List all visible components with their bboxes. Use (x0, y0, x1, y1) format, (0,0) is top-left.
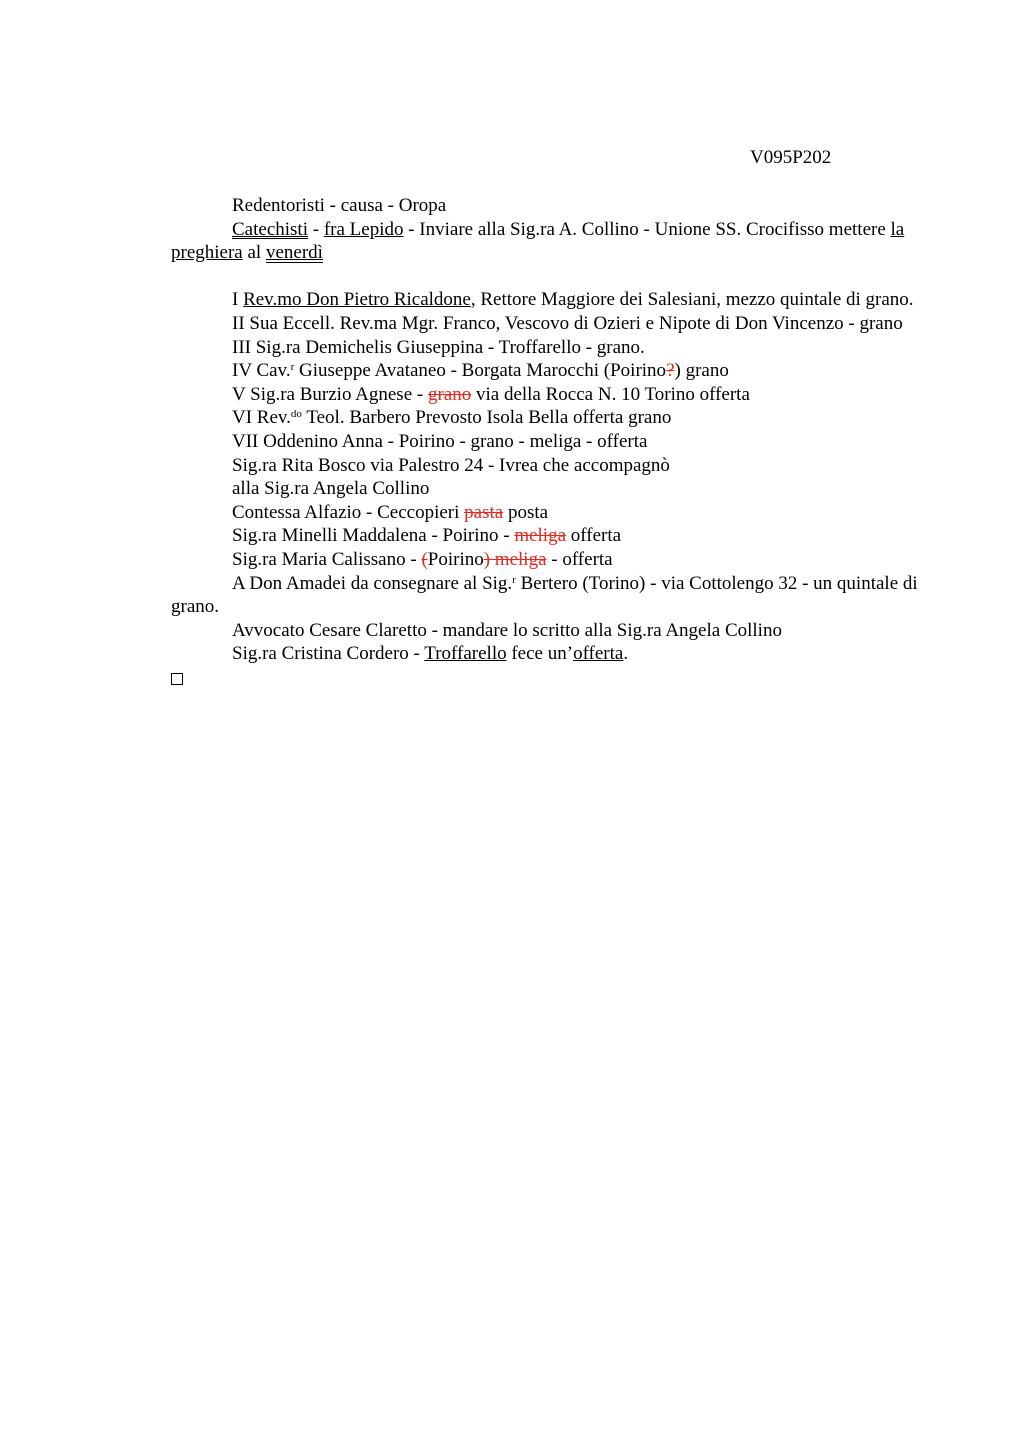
text-segment: IV Cav. (232, 360, 291, 382)
text-segment: - Inviare alla Sig.ra A. Collino - Unione SS. Crocifisso mettere (403, 218, 891, 240)
text-segment: al (242, 242, 266, 264)
line-vii-oddenino: VII Oddenino Anna - Poirino - grano - meliga - offerta (232, 430, 648, 452)
deleted-text: ) meliga (483, 548, 547, 570)
underlined-venerdi: venerdì (265, 242, 323, 264)
text-segment: Teol. Barbero Prevosto Isola Bella offerta grano (301, 407, 672, 429)
text-segment: Sig.ra Cristina Cordero - (232, 643, 425, 665)
text-segment: Contessa Alfazio - Ceccopieri (232, 501, 465, 523)
line-amadei (171, 572, 927, 619)
superscript: r (512, 573, 516, 586)
text-segment: ) grano (674, 360, 729, 382)
text-segment: I (232, 289, 244, 311)
line-i-ricaldone (171, 288, 927, 312)
page-id: V095P202 (750, 147, 832, 168)
text-segment: V Sig.ra Burzio Agnese - (232, 383, 428, 405)
text-segment: - offerta (546, 548, 613, 570)
text-segment: Bertero (Torino) - via Cottolengo 32 - un quintale di grano. (171, 572, 918, 618)
deleted-text: ( (421, 548, 428, 570)
deleted-text: ? (666, 360, 675, 382)
text-segment: offerta (566, 525, 622, 547)
text-segment: Poirino (427, 548, 484, 570)
deleted-text: grano (427, 383, 472, 405)
text-segment: fece un’ (506, 643, 574, 665)
text-segment: A Don Amadei da consegnare al Sig. (232, 572, 513, 594)
text-segment: VI Rev. (232, 407, 291, 429)
line-v-burzio (171, 383, 927, 407)
line-iv-avataneo (171, 359, 927, 383)
line-alfazio (171, 501, 927, 525)
underlined-fra-lepido: fra Lepido (323, 218, 404, 240)
underlined-ricaldone: Rev.mo Don Pietro Ricaldone (243, 289, 471, 311)
superscript: r (290, 361, 295, 374)
underlined-catechisti: Catechisti (232, 218, 308, 240)
line-minelli (171, 524, 927, 548)
document-body (171, 194, 927, 685)
text-segment: Sig.ra Minelli Maddalena - Poirino - (232, 525, 515, 547)
end-box-icon (171, 673, 183, 685)
line-angela-collino: alla Sig.ra Angela Collino (232, 478, 430, 500)
line-catechisti (171, 218, 927, 265)
text-segment: , Rettore Maggiore dei Salesiani, mezzo quintale di grano. (470, 289, 914, 311)
underlined-offerta: offerta (573, 643, 624, 665)
underlined-troffarello: Troffarello (424, 643, 507, 665)
text-segment: posta (503, 501, 549, 523)
line-rita-bosco: Sig.ra Rita Bosco via Palestro 24 - Ivrea che accompagnò (232, 454, 670, 476)
line-calissano (171, 548, 927, 572)
deleted-text: meliga (514, 525, 567, 547)
line-iii-demichelis: III Sig.ra Demichelis Giuseppina - Troffarello - grano. (232, 336, 645, 358)
paragraph-gap (171, 265, 927, 289)
underlined-la-preghiera: la preghiera (171, 218, 905, 264)
text-segment: Giuseppe Avataneo - Borgata Marocchi (Poirino (294, 360, 667, 382)
line-cordero (171, 642, 927, 666)
text-segment: via della Rocca N. 10 Torino offerta (471, 383, 750, 405)
text-segment: . (623, 643, 629, 665)
deleted-text: pasta (464, 501, 504, 523)
text-segment: - (307, 218, 324, 240)
line-vi-barbero (171, 406, 927, 430)
superscript: do (290, 408, 302, 421)
line-claretto: Avvocato Cesare Claretto - mandare lo scritto alla Sig.ra Angela Collino (232, 619, 782, 641)
text-segment: Sig.ra Maria Calissano - (232, 548, 422, 570)
line-ii-franco: II Sua Eccell. Rev.ma Mgr. Franco, Vescovo di Ozieri e Nipote di Don Vincenzo - grano (232, 312, 903, 334)
line-redentoristi: Redentoristi - causa - Oropa (232, 195, 447, 216)
